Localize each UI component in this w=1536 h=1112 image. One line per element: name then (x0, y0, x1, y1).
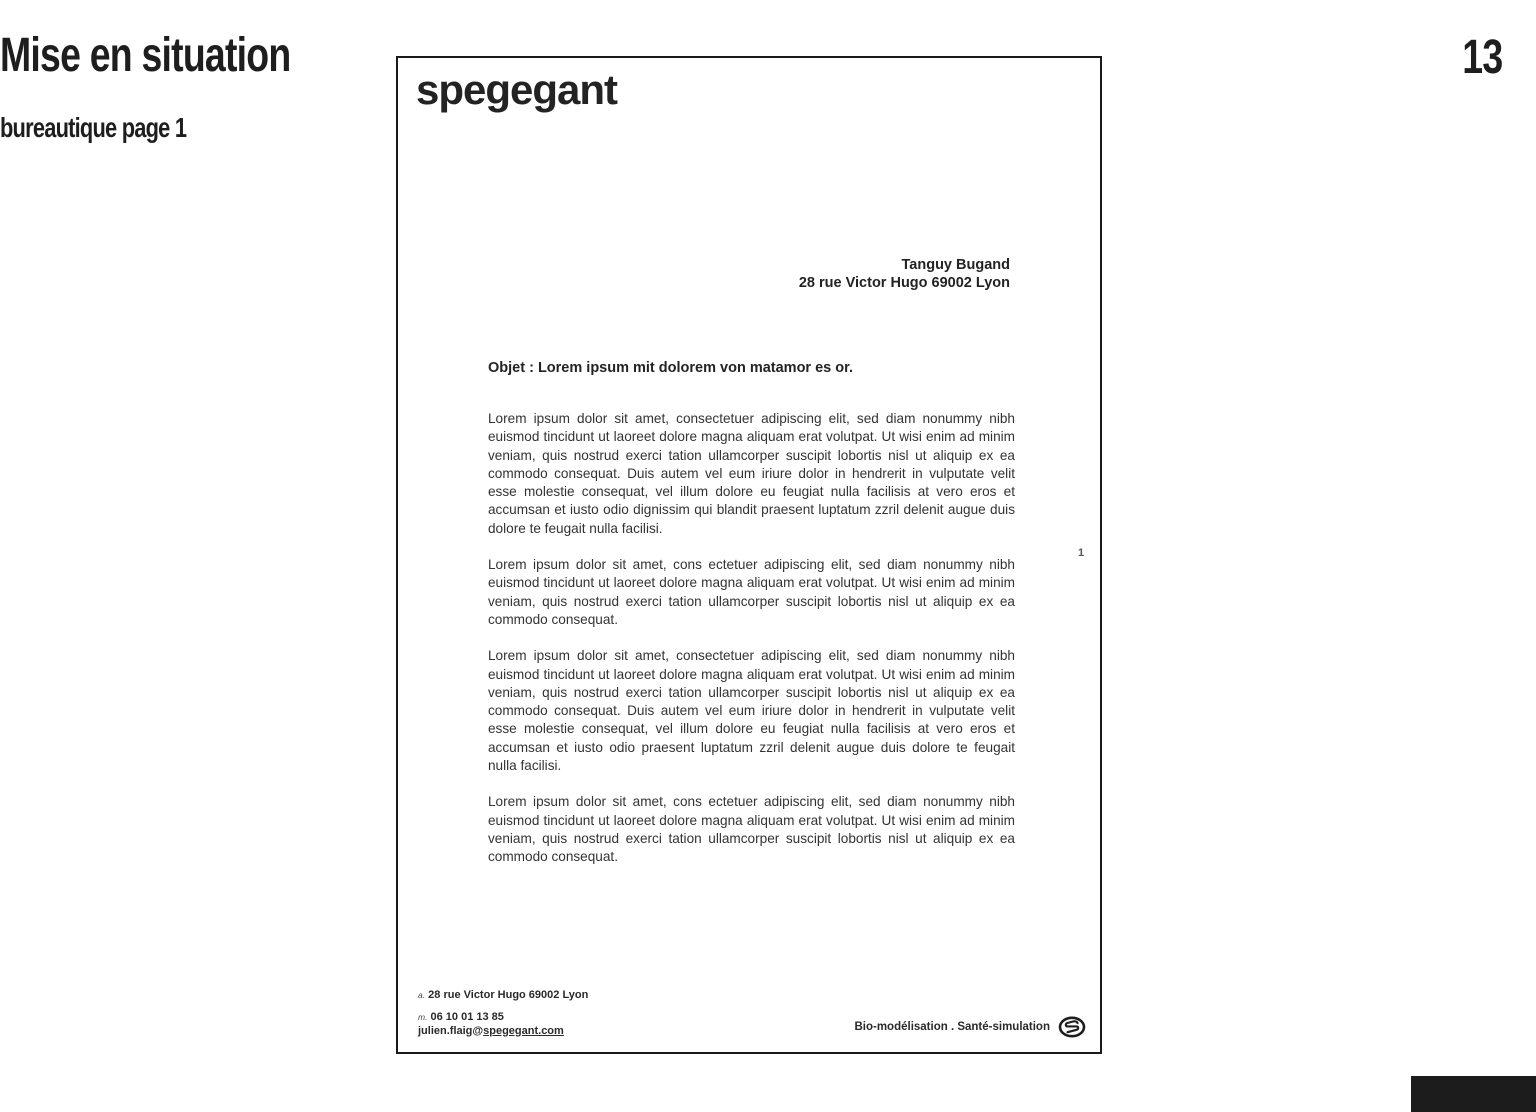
recipient-block (799, 256, 1010, 292)
corner-black-block (1411, 1076, 1536, 1112)
side-note-marker: 1 (1078, 547, 1085, 559)
footer-email-line[interactable] (418, 1025, 564, 1039)
footer-email-user: julien.flaig@ (418, 1024, 484, 1037)
slide-subtitle (0, 112, 239, 144)
footer-mobile-line (418, 1011, 564, 1025)
recipient-name: Tanguy Bugand (901, 257, 1010, 273)
footer-tagline: Bio-modélisation . Santé-simulation (854, 1021, 1050, 1033)
footer-contact-block (418, 1011, 564, 1038)
subject-line: Objet : Lorem ipsum mit dolorem von matamor es or. (488, 360, 853, 376)
recipient-address: 28 rue Victor Hugo 69002 Lyon (798, 275, 1010, 291)
slide-title-text: Mise en situation (0, 29, 291, 82)
letter-logo: spegegant (416, 66, 618, 113)
slide-title (0, 28, 372, 83)
footer-mobile-number: 06 10 01 13 85 (430, 1011, 504, 1023)
footer-mobile-prefix: m. (418, 1012, 428, 1022)
letter-paragraph: Lorem ipsum dolor sit amet, consectetuer adipiscing elit, sed diam nonummy nibh euismod tincidunt ut laoreet dolore magna aliquam erat volutpat. Ut wisi enim ad minim veniam, quis nostrud exerci tation ullamcorper suscipit lobortis nisl ut aliquip ex ea commodo consequat. Duis autem vel eum iriure dolor in hendrerit in vulputate velit esse molestie consequat, vel illum dolore eu feugiat nulla facilisis at vero eros et accumsan et iusto odio praesent luptatum zzril delenit augue duis dolore te feugait nulla facilisi. (488, 648, 1015, 774)
footer-address-prefix: a. (418, 990, 426, 1000)
letter-paragraph: Lorem ipsum dolor sit amet, cons ectetuer adipiscing elit, sed diam nonummy nibh euismod tincidunt ut laoreet dolore magna aliquam erat volutpat. Ut wisi enim ad minim veniam, quis nostrud exerci tation ullamcorper suscipit lobortis nisl ut aliquip ex ea commodo consequat. (488, 557, 1015, 627)
s-oval-logo-icon (1058, 1016, 1086, 1038)
letter-page (396, 56, 1102, 1054)
footer-address-line (418, 989, 588, 1001)
slide-subtitle-text: bureautique page 1 (0, 112, 187, 143)
footer-brand (854, 1016, 1086, 1038)
footer-address-text: 28 rue Victor Hugo 69002 Lyon (428, 989, 589, 1001)
letter-paragraph: Lorem ipsum dolor sit amet, cons ectetuer adipiscing elit, sed diam nonummy nibh euismod tincidunt ut laoreet dolore magna aliquam erat volutpat. Ut wisi enim ad minim veniam, quis nostrud exerci tation ullamcorper suscipit lobortis nisl ut aliquip ex ea commodo consequat. (488, 794, 1015, 865)
letter-paragraph: Lorem ipsum dolor sit amet, consectetuer adipiscing elit, sed diam nonummy nibh euismod tincidunt ut laoreet dolore magna aliquam erat volutpat. Ut wisi enim ad minim veniam, quis nostrud exerci tation ullamcorper suscipit lobortis nisl ut aliquip ex ea commodo consequat. Duis autem vel eum iriure dolor in hendrerit in vulputate velit esse molestie consequat, vel illum dolore eu feugiat nulla facilisis at vero eros et accumsan et iusto odio dignissim qui blandit praesent luptatum zzril delenit augue duis dolore te feugait nulla facilisi. (488, 411, 1015, 536)
letter-body (488, 410, 1015, 885)
slide-page-number (1451, 30, 1502, 85)
footer-email-domain: spegegant.com (483, 1024, 564, 1037)
slide-page-number-text: 13 (1461, 31, 1502, 84)
